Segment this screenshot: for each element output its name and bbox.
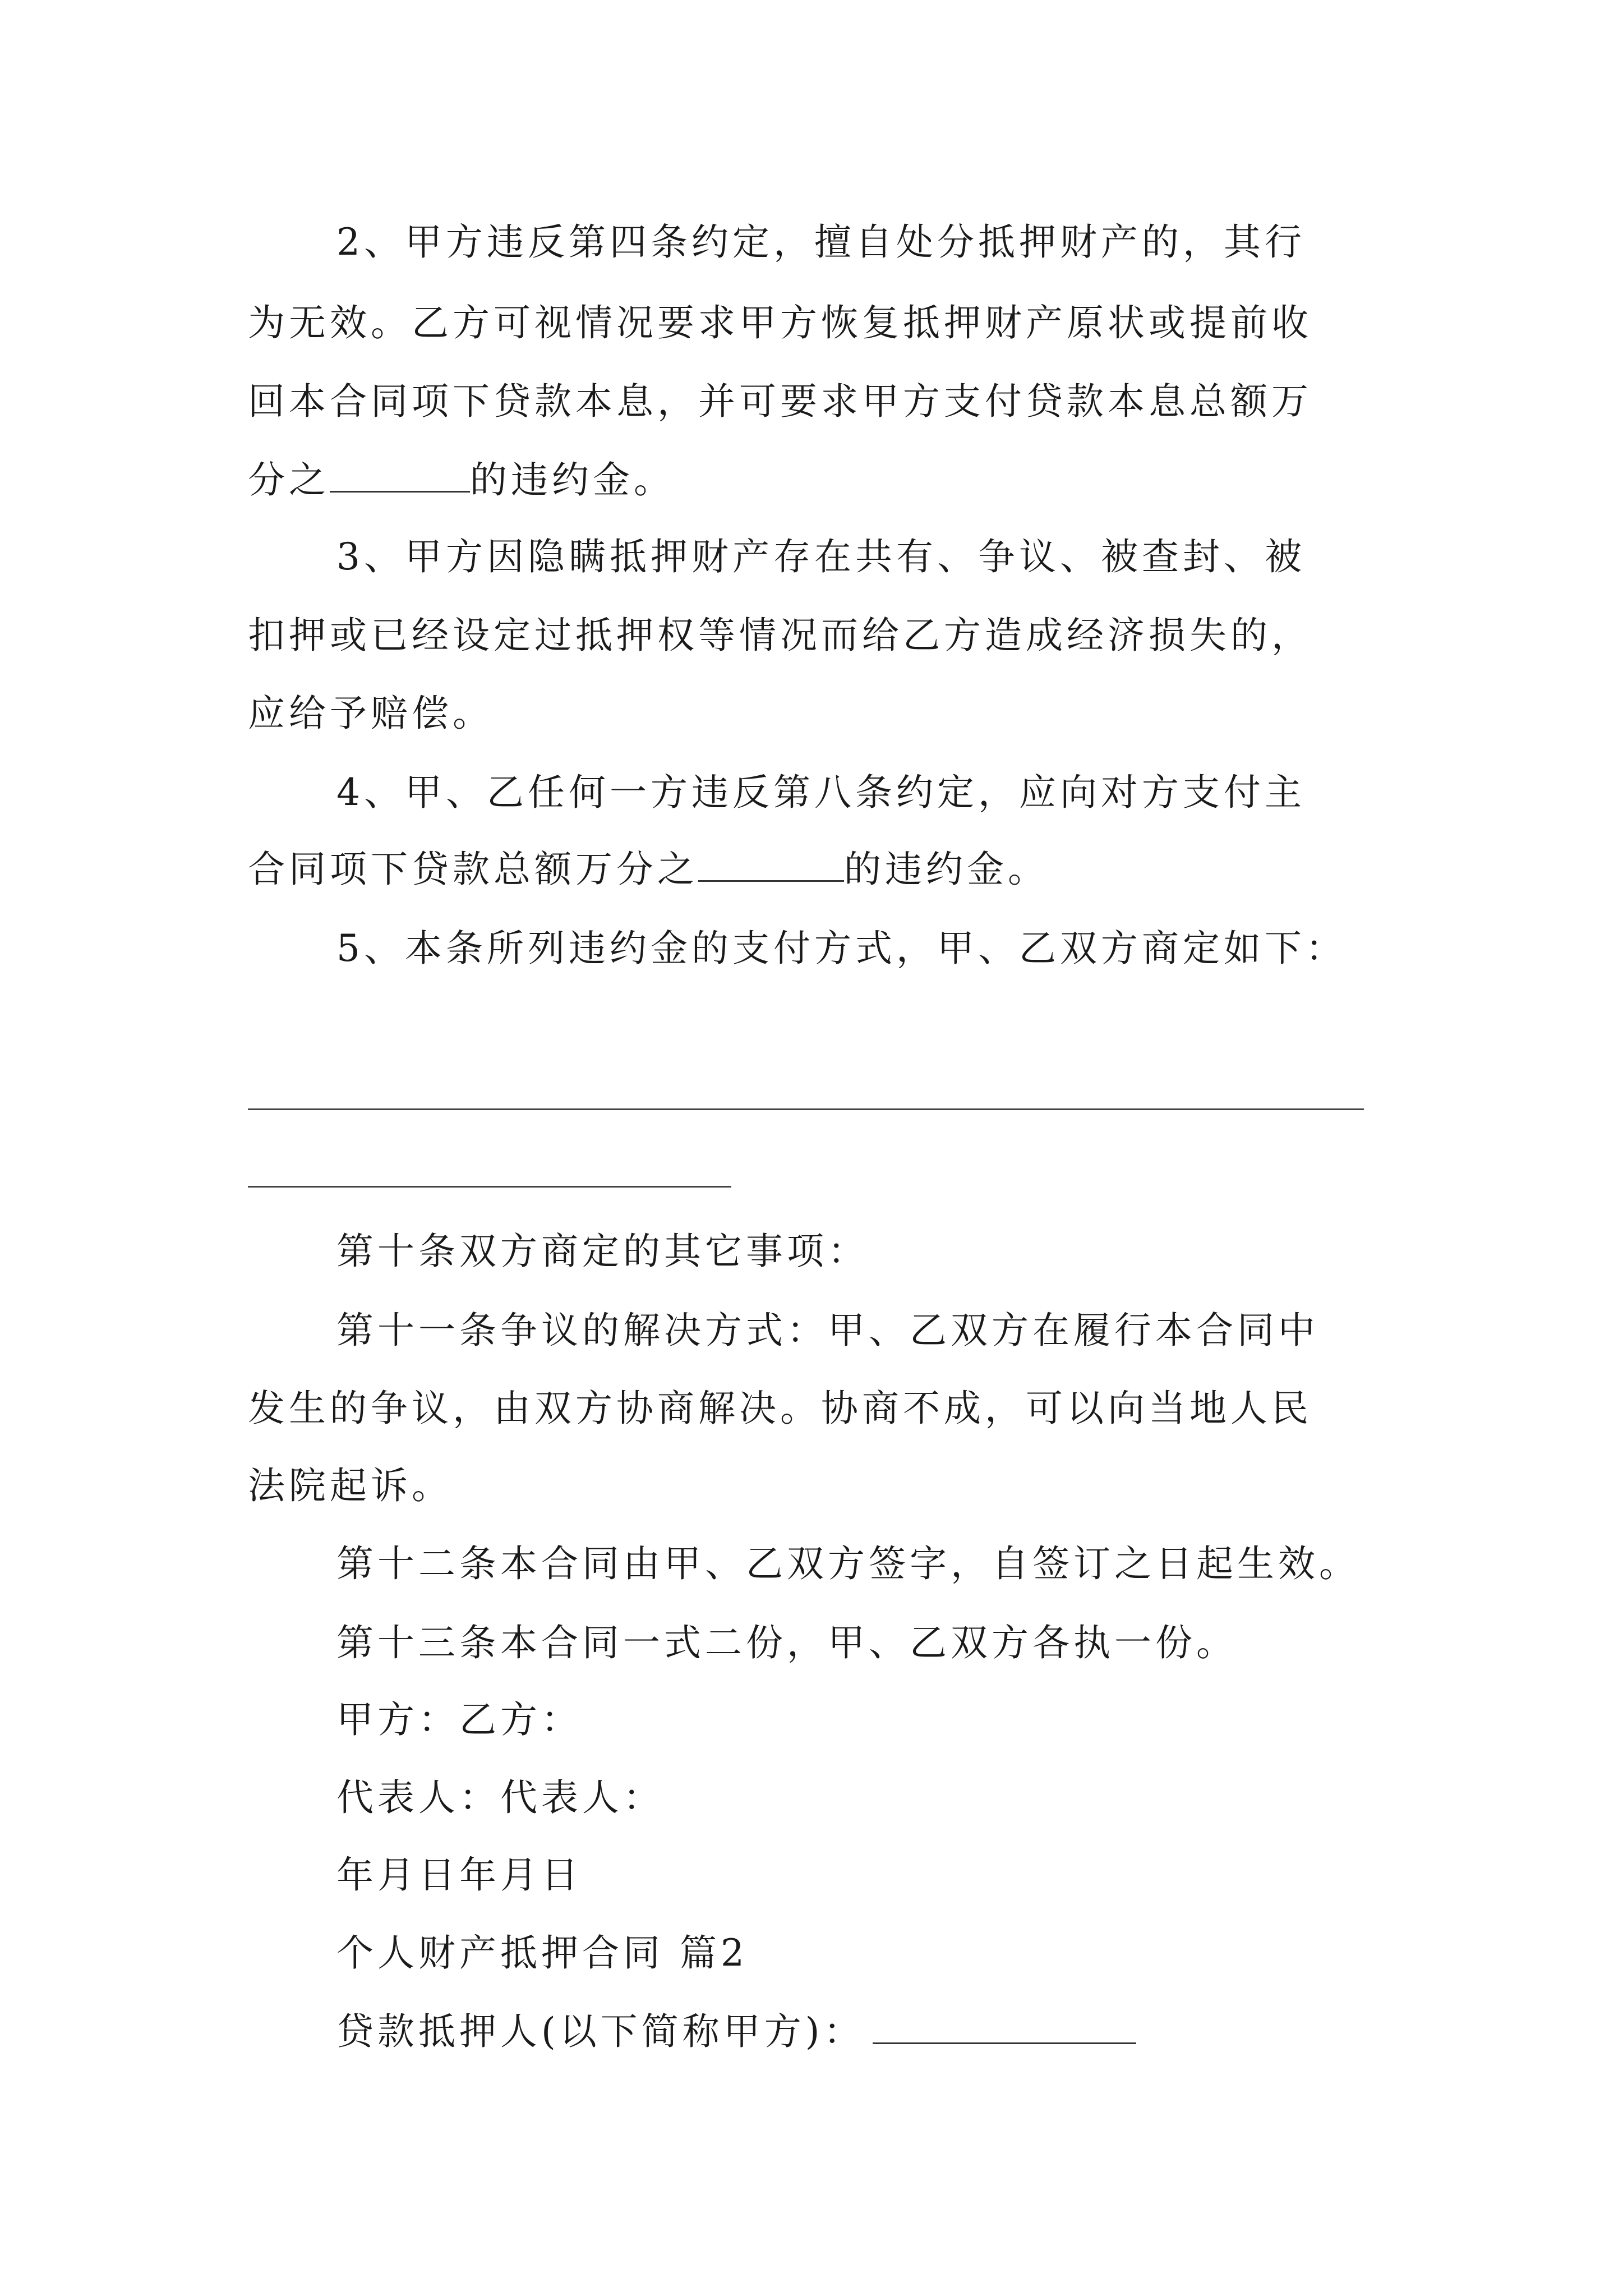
item2-line4-prefix: 分之	[248, 458, 330, 501]
item2-line4	[248, 458, 675, 503]
article13: 第十三条本合同一式二份，甲、乙双方各执一份。	[336, 1621, 1237, 1664]
article10: 第十条双方商定的其它事项：	[336, 1230, 869, 1273]
item4-line2-prefix: 合同项下贷款总额万分之	[248, 848, 698, 891]
fill-blank	[330, 458, 470, 493]
article11-line2: 发生的争议，由双方协商解决。协商不成，可以向当地人民	[248, 1387, 1312, 1430]
signature-parties: 甲方：乙方：	[336, 1698, 582, 1741]
article11-line1: 第十一条争议的解决方式：甲、乙双方在履行本合同中	[336, 1309, 1319, 1352]
item4-line1: 4、甲、乙任何一方违反第八条约定，应向对方支付主	[336, 771, 1306, 814]
fill-blank	[698, 848, 844, 882]
item2-line4-suffix: 的违约金。	[470, 458, 675, 501]
article11-line3: 法院起诉。	[248, 1464, 453, 1507]
mortgagor-fill-blank	[873, 2010, 1136, 2044]
item5-line1: 5、本条所列违约金的支付方式，甲、乙双方商定如下：	[336, 927, 1347, 970]
item4-line2	[248, 847, 1049, 892]
item3-line3: 应给予赔偿。	[248, 692, 494, 735]
item3-line1: 3、甲方因隐瞒抵押财产存在共有、争议、被查封、被	[336, 535, 1306, 578]
mortgagor-label: 贷款抵押人(以下简称甲方)：	[336, 2010, 865, 2053]
fill-line	[248, 1186, 731, 1188]
fill-line	[248, 1108, 1364, 1110]
article12: 第十二条本合同由甲、乙双方签字，自签订之日起生效。	[336, 1542, 1360, 1585]
signature-representatives: 代表人：代表人：	[336, 1776, 664, 1819]
item2-line2: 为无效。乙方可视情况要求甲方恢复抵押财产原状或提前收	[248, 301, 1312, 344]
mortgagor-line	[336, 2009, 1136, 2054]
item2-line3: 回本合同项下贷款本息，并可要求甲方支付贷款本息总额万	[248, 380, 1312, 423]
item2-line1: 2、甲方违反第四条约定，擅自处分抵押财产的，其行	[336, 220, 1306, 264]
item4-line2-suffix: 的违约金。	[844, 848, 1049, 891]
item3-line2: 扣押或已经设定过抵押权等情况而给乙方造成经济损失的，	[248, 614, 1312, 657]
signature-dates: 年月日年月日	[336, 1853, 582, 1897]
section-title: 个人财产抵押合同 篇2	[336, 1931, 748, 1975]
